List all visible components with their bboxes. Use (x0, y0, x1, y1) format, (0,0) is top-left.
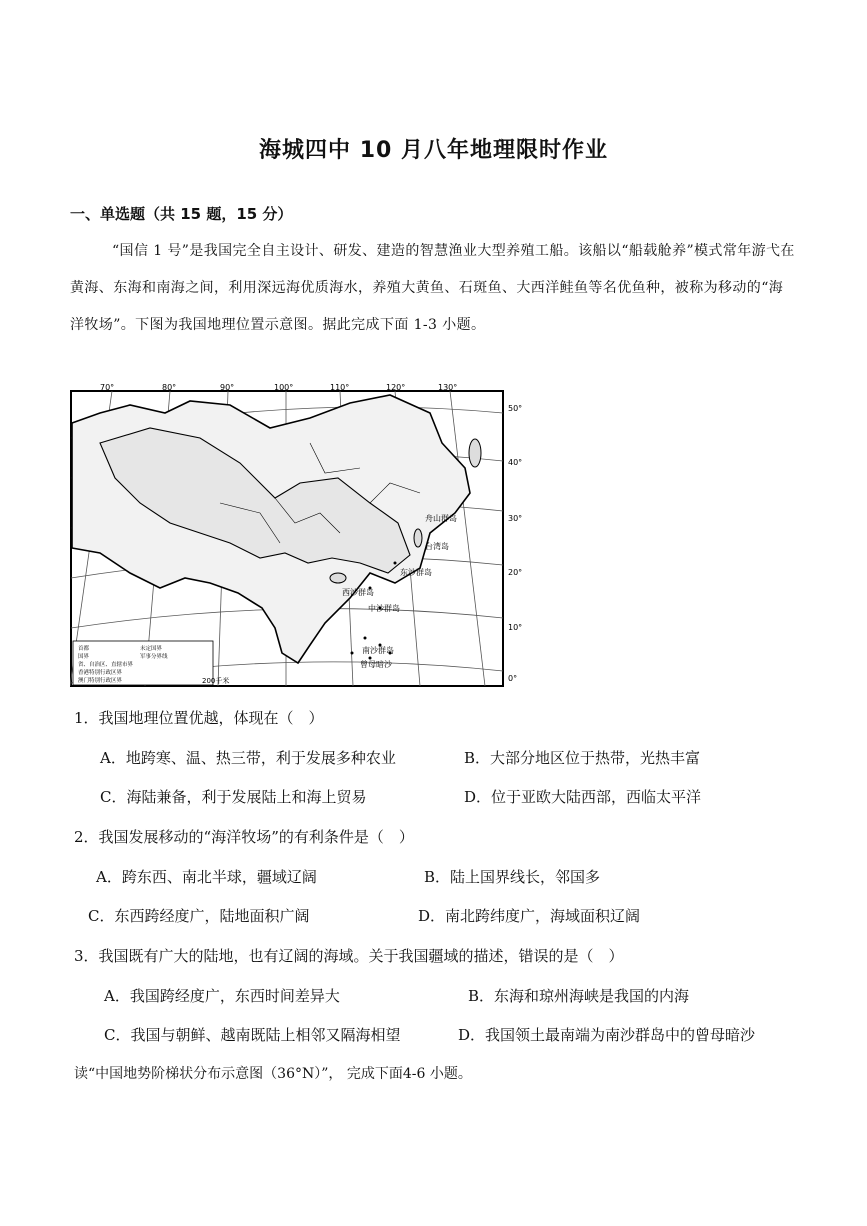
lat-label: 30° (508, 514, 523, 523)
lat-label: 40° (508, 458, 523, 467)
q3-option-a[interactable]: A．我国跨经度广，东西时间差异大 (104, 987, 340, 1005)
intro-paragraph: “国信 1 号”是我国完全自主设计、研发、建造的智慧渔业大型养殖工船。该船以“船载舱养”模式常年游弋在黄海、东海和南海之间，利用深远海优质海水，养殖大黄鱼、石斑鱼、大西洋鲑鱼等名优鱼种，被称为移动的“海洋牧场”。下图为我国地理位置示意图。据此完成下面 1-3 小题。 (70, 243, 795, 333)
place-label: 南沙群岛 (362, 646, 394, 655)
map-legend (73, 641, 229, 685)
q2-option-b[interactable]: B．陆上国界线长，邻国多 (424, 868, 601, 886)
q3-option-d[interactable]: D．我国领土最南端为南沙群岛中的曾母暗沙 (458, 1026, 756, 1044)
q1-option-b[interactable]: B．大部分地区位于热带，光热丰富 (464, 749, 701, 767)
lon-label: 120° (386, 383, 406, 392)
scale-label: 200千米 (202, 677, 230, 685)
legend-item: 军事分界线 (140, 654, 168, 660)
q1-option-a[interactable]: A．地跨寒、温、热三带，利于发展多种农业 (100, 749, 396, 767)
lon-label: 110° (330, 383, 350, 392)
lon-label: 80° (162, 383, 177, 392)
place-label: 舟山群岛 (425, 514, 457, 523)
q3-option-b[interactable]: B．东海和琼州海峡是我国的内海 (468, 987, 690, 1005)
legend-item: 澳门特别行政区界 (78, 678, 123, 684)
q2-option-d[interactable]: D．南北跨纬度广，海域面积辽阔 (418, 907, 641, 925)
section-heading: 一、单选题（共 15 题，15 分） (70, 205, 293, 223)
legend-item: 省、自治区、直辖市界 (78, 662, 134, 668)
place-label: 西沙群岛 (342, 588, 374, 597)
q1-option-c[interactable]: C．海陆兼备，利于发展陆上和海上贸易 (100, 788, 367, 806)
q3-option-c[interactable]: C．我国与朝鲜、越南既陆上相邻又隔海相望 (104, 1026, 401, 1044)
legend-item: 国界 (78, 654, 90, 660)
legend-item: 未定国界 (140, 646, 163, 652)
next-instruction: 读“中国地势阶梯状分布示意图（36°N）”， 完成下面4-6 小题。 (74, 1066, 472, 1082)
q2-stem: 2．我国发展移动的“海洋牧场”的有利条件是（ ） (74, 828, 414, 846)
lon-label: 130° (438, 383, 458, 392)
q2-option-c[interactable]: C．东西跨经度广，陆地面积广阔 (88, 907, 310, 925)
lat-label: 10° (508, 623, 523, 632)
q3-stem: 3．我国既有广大的陆地，也有辽阔的海域。关于我国疆域的描述，错误的是（ ） (74, 947, 624, 965)
lon-label: 100° (274, 383, 294, 392)
q1-option-d[interactable]: D．位于亚欧大陆西部，西临太平洋 (464, 788, 702, 806)
place-label: 台湾岛 (425, 542, 449, 551)
place-label: 东沙群岛 (400, 568, 432, 577)
place-label: 中沙群岛 (368, 604, 400, 613)
legend-item: 首都 (78, 646, 90, 652)
lat-label: 50° (508, 404, 523, 413)
q2-option-a[interactable]: A．跨东西、南北半球，疆域辽阔 (96, 868, 317, 886)
lat-label: 20° (508, 568, 523, 577)
lon-label: 90° (220, 383, 235, 392)
lat-label: 0° (508, 674, 518, 683)
lon-label: 70° (100, 383, 115, 392)
place-label: 曾母暗沙 (360, 660, 392, 669)
q1-stem: 1．我国地理位置优越，体现在（ ） (74, 709, 324, 727)
legend-item: 香港特别行政区界 (78, 670, 123, 676)
page-title: 海城四中 10 月八年地理限时作业 (259, 138, 608, 163)
china-location-map (70, 383, 530, 688)
